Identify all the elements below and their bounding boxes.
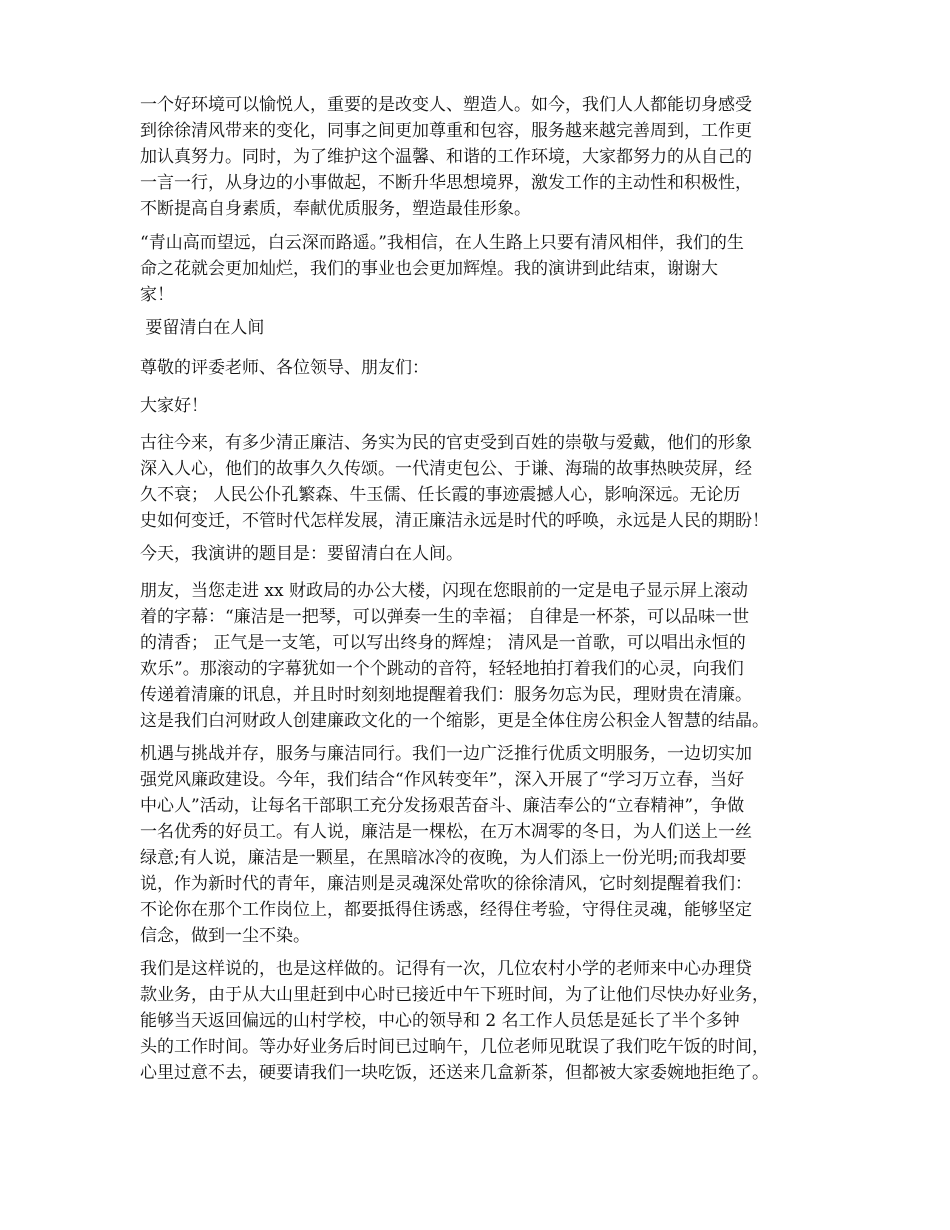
text-line: 信念，做到一尘不染。 bbox=[140, 926, 310, 946]
text-line: 款业务，由于从大山里赶到中心时已接近中午下班时间，为了让他们尽快办好业务， bbox=[140, 985, 769, 1005]
text-line: 家！ bbox=[140, 285, 174, 305]
text-line: 头的工作时间。等办好业务后时间已过晌午，几位老师见耽误了我们吃午饭的时间， bbox=[140, 1037, 769, 1057]
text-line: 深入人心，他们的故事久久传颂。一代清吏包公、于谦、海瑞的故事热映荧屏，经 bbox=[140, 459, 752, 479]
text-line: 命之花就会更加灿烂，我们的事业也会更加辉煌。我的演讲到此结束，谢谢大 bbox=[140, 259, 718, 279]
paragraph-topic bbox=[140, 541, 830, 567]
text-line: 强党风廉政建设。今年，我们结合“作风转变年”，深入开展了“学习万立春，当好 bbox=[140, 770, 745, 790]
text-line: 古往今来，有多少清正廉洁、务实为民的官吏受到百姓的崇敬与爱戴，他们的形象 bbox=[140, 433, 752, 453]
text-line: 不断提高自身素质，奉献优质服务，塑造最佳形象。 bbox=[140, 199, 531, 219]
text-line: 史如何变迁，不管时代怎样发展，清正廉洁永远是时代的呼唤，永远是人民的期盼！ bbox=[140, 511, 769, 531]
paragraph-challenges bbox=[140, 741, 830, 949]
text-line: 我们是这样说的，也是这样做的。记得有一次，几位农村小学的老师来中心办理贷 bbox=[140, 959, 752, 979]
text-line: “青山高而望远，白云深而路遥。”我相信，在人生路上只要有清风相伴，我们的生 bbox=[140, 233, 744, 253]
text-line: 久不衰； 人民公仆孔繁森、牛玉儒、任长霞的事迹震撼人心，影响深远。无论历 bbox=[140, 485, 741, 505]
text-line: 欢乐”。那滚动的字幕犹如一个个跳动的音符，轻轻地拍打着我们的心灵，向我们 bbox=[140, 659, 744, 679]
text-line: 大家好！ bbox=[140, 396, 208, 416]
text-line: 的清香； 正气是一支笔，可以写出终身的辉煌； 清风是一首歌，可以唱出永恒的 bbox=[140, 633, 746, 653]
text-line: 心里过意不去，硬要请我们一块吃饭，还送来几盒新茶，但都被大家委婉地拒绝了。 bbox=[140, 1063, 769, 1083]
salutation bbox=[140, 355, 830, 381]
text-line: 传递着清廉的讯息，并且时时刻刻地提醒着我们：服务勿忘为民，理财贵在清廉。 bbox=[140, 685, 752, 705]
text-line: 到徐徐清风带来的变化，同事之间更加尊重和包容，服务越来越完善周到，工作更 bbox=[140, 121, 752, 141]
title-line: 要留清白在人间 bbox=[140, 318, 265, 338]
text-line: 能够当天返回偏远的山村学校，中心的领导和 2 名工作人员恁是延长了半个多钟 bbox=[140, 1011, 740, 1031]
paragraph-story bbox=[140, 956, 830, 1086]
text-line: 加认真努力。同时，为了维护这个温馨、和谐的工作环境，大家都努力的从自己的 bbox=[140, 147, 752, 167]
text-line: 尊敬的评委老师、各位领导、朋友们： bbox=[140, 358, 429, 378]
text-line: 机遇与挑战并存，服务与廉洁同行。我们一边广泛推行优质文明服务，一边切实加 bbox=[140, 744, 752, 764]
text-line: 一名优秀的好员工。有人说，廉洁是一棵松，在万木凋零的冬日，为人们送上一丝 bbox=[140, 822, 752, 842]
text-line: 朋友，当您走进 xx 财政局的办公大楼，闪现在您眼前的一定是电子显示屏上滚动 bbox=[140, 581, 748, 601]
paragraph-slogan bbox=[140, 578, 830, 734]
text-line: 一个好环境可以愉悦人，重要的是改变人、塑造人。如今，我们人人都能切身感受 bbox=[140, 95, 752, 115]
paragraph-environment bbox=[140, 92, 830, 222]
text-line: 说，作为新时代的青年，廉洁则是灵魂深处常吹的徐徐清风，它时刻提醒着我们： bbox=[140, 874, 752, 894]
text-line: 中心人”活动，让每名干部职工充分发扬艰苦奋斗、廉洁奉公的“立春精神”，争做 bbox=[140, 796, 745, 816]
text-line: 这是我们白河财政人创建廉政文化的一个缩影，更是全体住房公积金人智慧的结晶。 bbox=[140, 711, 769, 731]
paragraph-closing bbox=[140, 230, 830, 308]
greeting bbox=[140, 393, 830, 419]
text-line: 着的字幕：“廉洁是一把琴，可以弹奏一生的幸福； 自律是一杯茶，可以品味一世 bbox=[140, 607, 750, 627]
text-line: 绿意;有人说，廉洁是一颗星，在黑暗冰冷的夜晚，为人们添上一份光明;而我却要 bbox=[140, 848, 747, 868]
speech-title bbox=[140, 315, 830, 341]
text-line: 今天，我演讲的题目是：要留清白在人间。 bbox=[140, 544, 463, 564]
text-line: 不论你在那个工作岗位上，都要抵得住诱惑，经得住考验，守得住灵魂，能够坚定 bbox=[140, 900, 752, 920]
paragraph-history bbox=[140, 430, 830, 534]
text-line: 一言一行，从身边的小事做起，不断升华思想境界，激发工作的主动性和积极性， bbox=[140, 173, 752, 193]
